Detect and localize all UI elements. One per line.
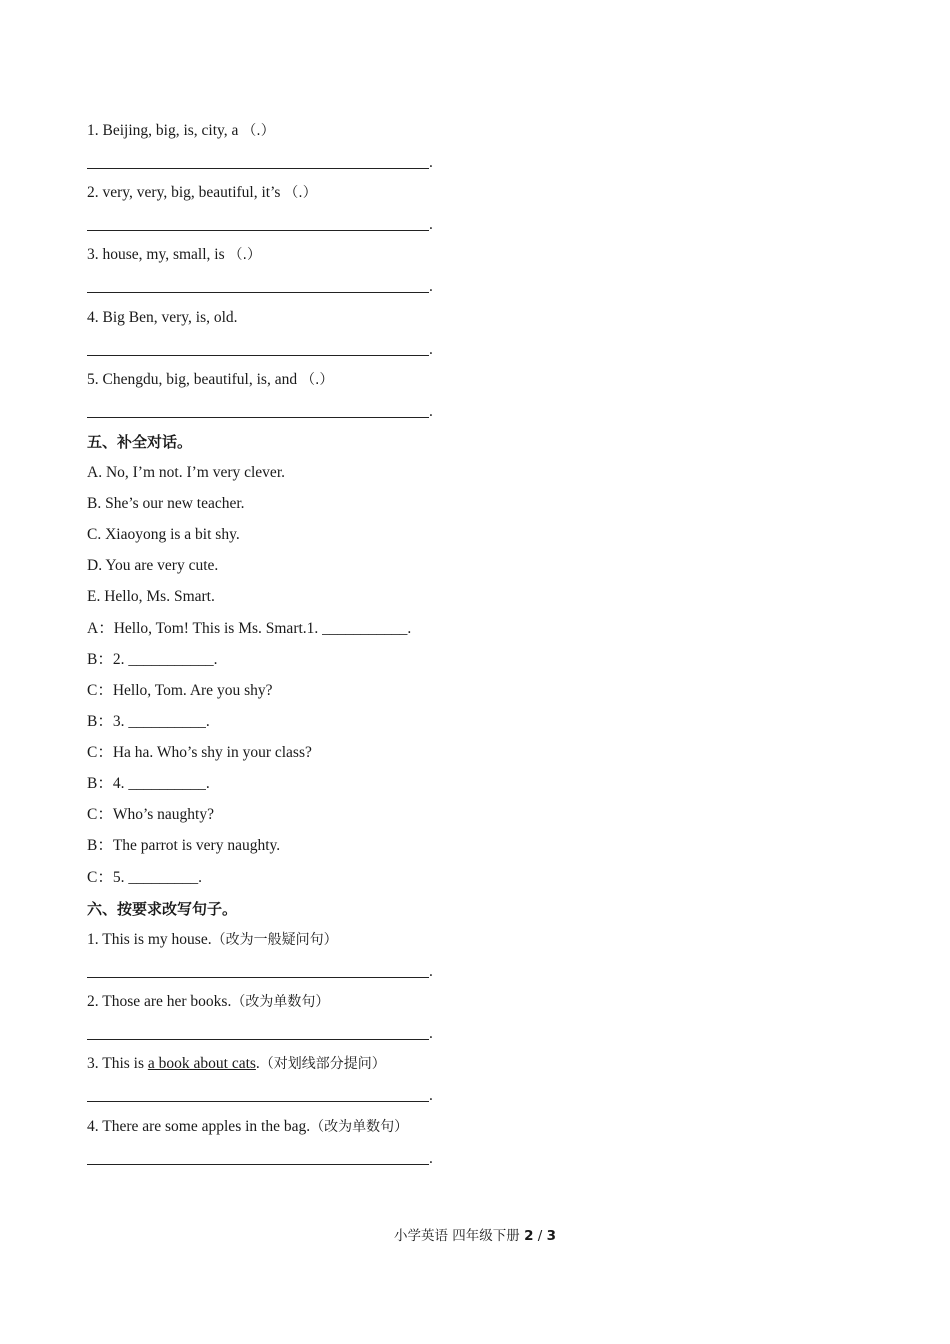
s6-item-3-text: 3. This is: [87, 1055, 148, 1072]
section-6-heading: 六、按要求改写句子。: [87, 900, 238, 918]
s6-item-4-instruction: （改为单数句）: [310, 1119, 409, 1135]
dialogue-line-1: A：Hello, Tom! This is Ms. Smart.1. ___________.: [87, 620, 412, 637]
s4-item-1-hint: （.）: [242, 123, 275, 139]
s6-item-4-text: 4. There are some apples in the bag.: [87, 1118, 311, 1135]
s6-item-4: [87, 1117, 408, 1137]
answer-line[interactable]: [87, 1039, 429, 1040]
answer-line[interactable]: [87, 355, 429, 356]
dialogue-line-6: B：4. __________.: [87, 775, 210, 792]
answer-line[interactable]: [87, 168, 429, 169]
answer-period: .: [429, 1087, 433, 1104]
option-c: C. Xiaoyong is a bit shy.: [87, 526, 240, 543]
answer-period: .: [429, 963, 433, 980]
answer-period: .: [429, 1150, 433, 1167]
s4-item-3-hint: （.）: [228, 247, 261, 263]
s4-item-4: [87, 308, 238, 328]
footer-page-total: 3: [546, 1228, 557, 1244]
option-a: A. No, I’m not. I’m very clever.: [87, 464, 285, 481]
s6-item-2-text: 2. Those are her books.: [87, 993, 232, 1010]
s4-item-1-text: 1. Beijing, big, is, city, a: [87, 122, 239, 139]
option-b: B. She’s our new teacher.: [87, 495, 245, 512]
s4-item-2-text: 2. very, very, big, beautiful, it’s: [87, 184, 281, 201]
page-footer: [0, 1224, 950, 1244]
answer-line[interactable]: [87, 417, 429, 418]
answer-period: .: [429, 216, 433, 233]
s4-item-3-text: 3. house, my, small, is: [87, 246, 225, 263]
section-5-heading: 五、补全对话。: [87, 433, 193, 451]
s6-item-3: [87, 1054, 386, 1074]
answer-line[interactable]: [87, 1164, 429, 1165]
s4-item-5-text: 5. Chengdu, big, beautiful, is, and: [87, 371, 298, 388]
dialogue-line-3: C：Hello, Tom. Are you shy?: [87, 682, 273, 699]
s6-item-1-text: 1. This is my house.: [87, 931, 212, 948]
dialogue-line-4: B：3. __________.: [87, 713, 210, 730]
footer-page-current: 2: [524, 1228, 534, 1244]
answer-line[interactable]: [87, 1101, 429, 1102]
footer-separator: /: [537, 1228, 543, 1244]
option-d: D. You are very cute.: [87, 557, 219, 574]
footer-subject: 小学英语: [393, 1228, 448, 1244]
answer-period: .: [429, 1025, 433, 1042]
dialogue-line-7: C：Who’s naughty?: [87, 806, 214, 823]
dialogue-line-9: C：5. _________.: [87, 869, 202, 886]
option-e: E. Hello, Ms. Smart.: [87, 588, 215, 605]
s4-item-1: [87, 121, 275, 141]
s4-item-4-text: 4. Big Ben, very, is, old.: [87, 309, 238, 326]
answer-line[interactable]: [87, 230, 429, 231]
s6-item-2: [87, 992, 329, 1012]
s4-item-3: [87, 245, 261, 265]
answer-period: .: [429, 154, 433, 171]
s4-item-2-hint: （.）: [284, 185, 317, 201]
dialogue-line-8: B：The parrot is very naughty.: [87, 837, 281, 854]
s4-item-5: [87, 370, 333, 390]
s6-item-1: [87, 930, 338, 950]
s6-item-1-instruction: （改为一般疑问句）: [211, 932, 338, 948]
answer-period: .: [429, 403, 433, 420]
answer-period: .: [429, 278, 433, 295]
s6-item-3-underlined: a book about cats: [147, 1055, 256, 1072]
s6-item-3-post: .: [255, 1055, 260, 1072]
s4-item-2: [87, 183, 317, 203]
footer-grade: 四年级下册: [452, 1228, 520, 1244]
dialogue-line-5: C：Ha ha. Who’s shy in your class?: [87, 744, 312, 761]
dialogue-line-2: B：2. ___________.: [87, 651, 218, 668]
s6-item-2-instruction: （改为单数句）: [231, 994, 330, 1010]
s4-item-5-hint: （.）: [300, 372, 334, 388]
s6-item-3-instruction: （对划线部分提问）: [259, 1056, 386, 1072]
answer-line[interactable]: [87, 977, 429, 978]
answer-period: .: [429, 341, 433, 358]
answer-line[interactable]: [87, 292, 429, 293]
